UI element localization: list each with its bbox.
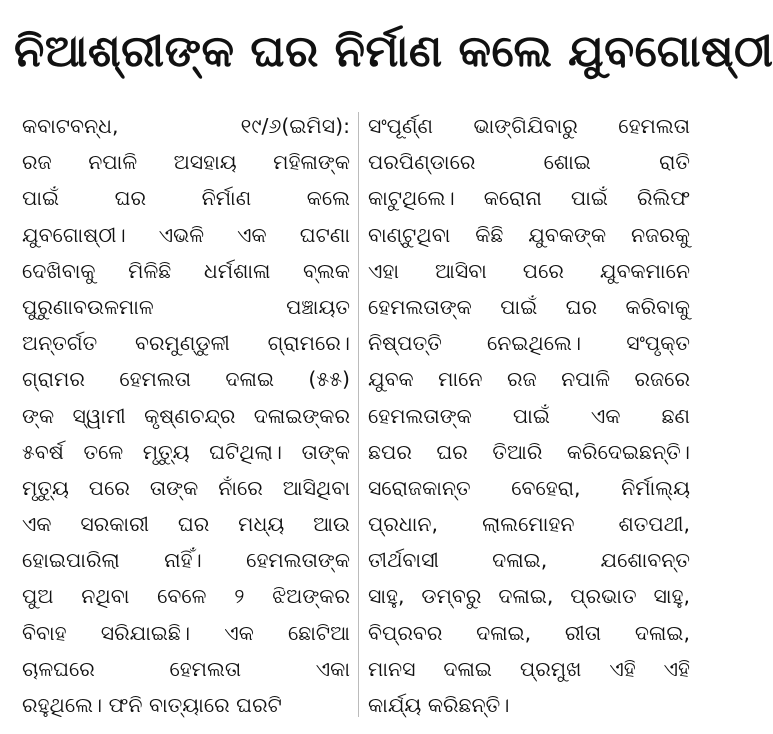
text-line: ବାଣ୍ଟୁଥିବା କିଛି ଯୁବକଙ୍କ ନଜରକୁ [368, 222, 690, 247]
text-line: କବାଟବନ୍ଧ, ୧୯/୬(ଇମିସ): [22, 114, 350, 138]
text-line: ପୁରୁଣାବଉଳମାଳ ପଞ୍ଚାୟତ [22, 294, 350, 319]
text-line: ବିପ୍ରବର ଦଳାଇ, ରୀତା ଦଳାଇ, [368, 620, 690, 645]
text-line: ହେମଲତାଙ୍କ ପାଇଁ ଏକ ଛଣ [368, 403, 690, 428]
text-line: ପୁଅ ନଥିବା ବେଳେ ୨ ଝିଅଙ୍କର [22, 584, 350, 609]
text-line: ଏକ ସରକାରୀ ଘର ମଧ୍ୟ ଆଉ [22, 512, 350, 537]
text-line: ଚାଳଘରେ ହେମଲତା ଏକା [22, 656, 350, 681]
text-line: ଦେଖିବାକୁ ମିଳିଛି ଧର୍ମଶାଳା ବ୍ଲକ [22, 258, 350, 283]
text-line: ୫ବର୍ଷ ତଳେ ମୃତ୍ୟୁ ଘଟିଥିଲା। ତାଙ୍କ [22, 439, 350, 464]
text-line: ପ୍ରଧାନ, ଲାଲମୋହନ ଶତପଥୀ, [368, 512, 690, 537]
text-line: ମୃତ୍ୟୁ ପରେ ତାଙ୍କ ନାଁରେ ଆସିଥିବା [22, 475, 350, 500]
text-line: ହେମଲତାଙ୍କ ପାଇଁ ଘର କରିବାକୁ [368, 294, 690, 319]
text-line: ଏହା ଆସିବା ପରେ ଯୁବକମାନେ [368, 258, 690, 283]
text-line: ରଜ ନପାଳି ଅସହାୟ ମହିଳାଙ୍କ [22, 150, 350, 175]
text-line: ରହୁଥିଲେ। ଫନି ବାତ୍ୟାରେ ଘରଟି [22, 693, 282, 717]
text-line: ଯୁବଗୋଷ୍ଠୀ। ଏଭଳି ଏକ ଘଟଣା [22, 222, 350, 247]
text-line: ଗ୍ରାମର ହେମଲତା ଦଳାଇ (୫୫) [22, 367, 350, 392]
text-line: ସରୋଜକାନ୍ତ ବେହେରା, ନିର୍ମାଲ୍ୟ [368, 475, 690, 500]
left-column [22, 108, 350, 728]
text-line: ପରପିଣ୍ଡାରେ ଶୋଇ ରାତି [368, 150, 690, 175]
text-line: ଛପର ଘର ତିଆରି କରିଦେଇଛନ୍ତି। [368, 439, 690, 464]
text-line: ତୀର୍ଥବାସୀ ଦଳାଇ, ଯଶୋବନ୍ତ [368, 548, 690, 573]
column-divider [358, 112, 359, 717]
text-line: କାର୍ଯ୍ୟ କରିଛନ୍ତି। [368, 693, 510, 717]
text-line: ବିବାହ ସରିଯାଇଛି। ଏକ ଛୋଟିଆ [22, 620, 350, 645]
text-line: ଙ୍କ ସ୍ୱାମୀ କୃଷ୍ଣଚନ୍ଦ୍ର ଦଳାଇଙ୍କର [22, 403, 350, 428]
text-line: ଅନ୍ତର୍ଗତ ବରମୁଣ୍ଡୁଳୀ ଗ୍ରାମରେ। [22, 331, 350, 356]
text-line: ନିଷ୍ପତ୍ତି ନେଇଥିଲେ। ସଂପୃକ୍ତ [368, 331, 690, 356]
text-line: ମାନସ ଦଳାଇ ପ୍ରମୁଖ ଏହି ଏହି [368, 656, 690, 681]
headline: ନିଆଶ୍ରୀଙ୍କ ଘର ନିର୍ମାଣ କଲେ ଯୁବଗୋଷ୍ଠୀ [14, 26, 773, 77]
text-line: ସାହୁ, ଡମ୍ବରୁ ଦଳାଇ, ପ୍ରଭାତ ସାହୁ, [368, 584, 690, 609]
text-line: ହୋଇପାରିଲା ନାହିଁ। ହେମଲତାଙ୍କ [22, 548, 350, 573]
right-column [368, 108, 690, 728]
text-line: ପାଇଁ ଘର ନିର୍ମାଣ କଲେ [22, 186, 350, 211]
text-line: ଯୁବକ ମାନେ ରଜ ନପାଳି ରଜରେ [368, 367, 690, 392]
text-line: କାଟୁଥିଲେ। କରୋନା ପାଇଁ ରିଲିଫ [368, 186, 690, 211]
text-line: ସଂପୂର୍ଣ୍ଣ ଭାଙ୍ଗିଯିବାରୁ ହେମଲତା [368, 114, 690, 138]
